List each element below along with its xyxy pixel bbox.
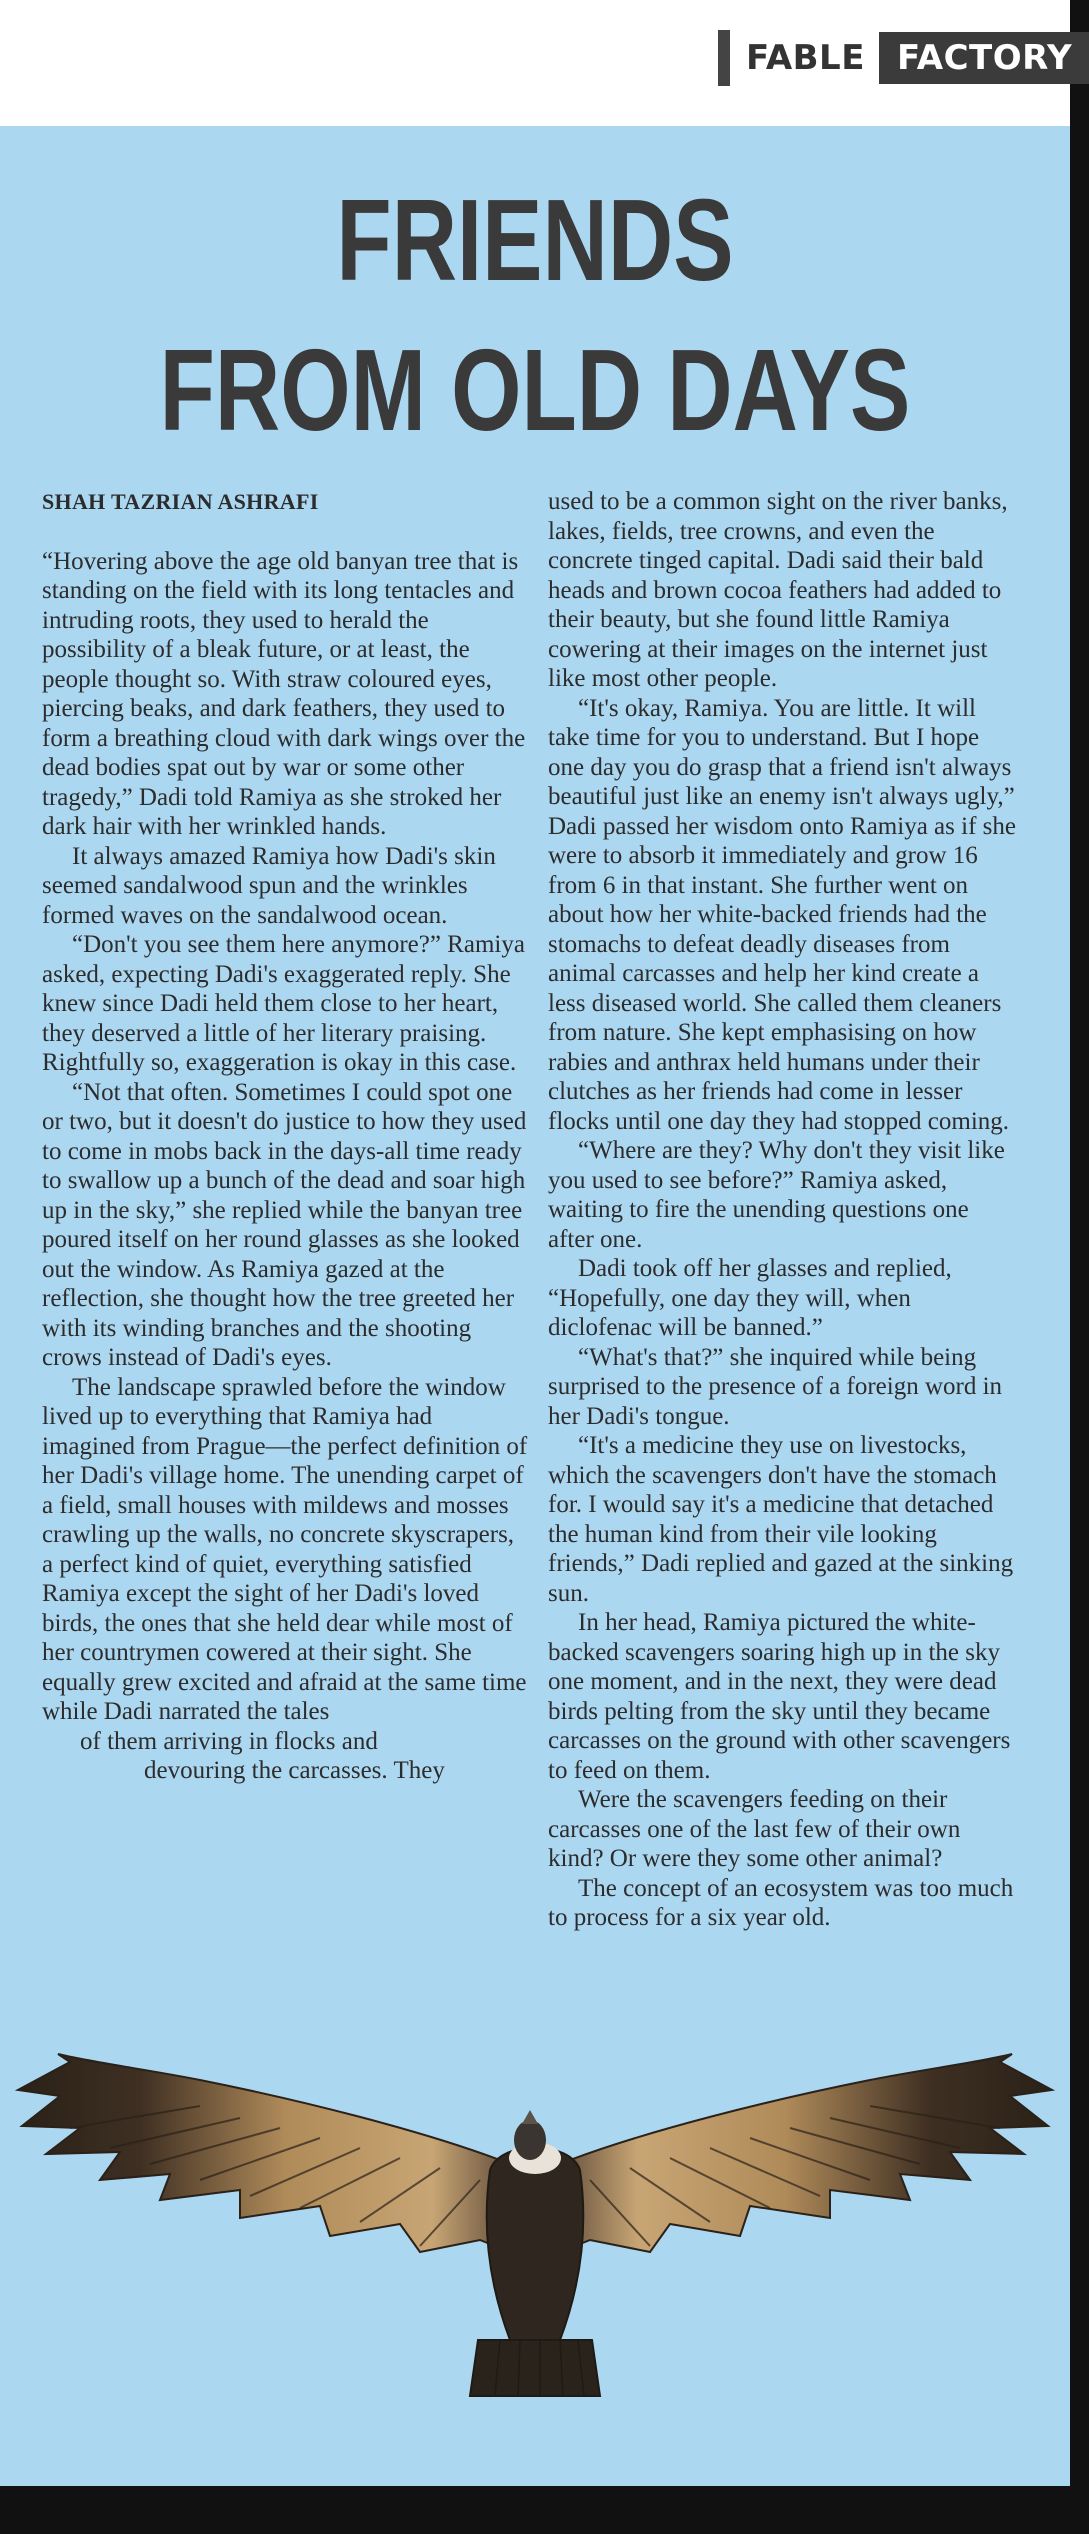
vulture-beak	[522, 2110, 538, 2124]
article-column-1	[42, 483, 528, 1786]
article-byline: SHAH TAZRIAN ASHRAFI	[42, 489, 319, 514]
section-tag-fable: FABLE	[746, 38, 865, 78]
page-edge-bar	[1070, 0, 1089, 2534]
paragraph: The concept of an ecosystem was too much to process for a six year old.	[548, 1874, 1014, 1931]
paragraph: “It's a medicine they use on livestocks, which the scavengers don't have the stomach for. I would say it's a medicine that detached the human kind from their vile looking friends,” Dadi replied and gazed at the sinking sun.	[548, 1432, 1014, 1607]
headline-line-2: FROM OLD DAYS	[159, 325, 911, 455]
paragraph: Dadi took off her glasses and replied, “Hopefully, one day they will, when diclofenac will be banned.”	[548, 1255, 952, 1341]
paragraph: “It's okay, Ramiya. You are little. It will take time for you to understand. But I hope one day you do grasp that a friend isn't always beautiful just like an enemy isn't always ugly,” Dadi passed her wisdom onto Ramiya as if she were to absorb it immediately and grow 16 from 6 in that instant. She further went on about how her white-backed friends had the stomachs to defeat deadly diseases from animal carcasses and help her kind create a less diseased world. She called them cleaners from nature. She kept emphasising on how rabies and anthrax held humans under their clutches as her friends had come in lesser flocks until one day they had stopped coming.	[548, 694, 1016, 1135]
paragraph: “What's that?” she inquired while being surprised to the presence of a foreign word in her Dadi's tongue.	[548, 1343, 1003, 1430]
paragraph: “Don't you see them here anymore?” Ramiya asked, expecting Dadi's exaggerated reply. She knew since Dadi held them close to her heart, they deserved a little of her literary praising. Rightfully so, exaggeration is okay in this case.	[42, 931, 525, 1076]
vulture-illustration	[0, 2040, 1070, 2420]
paragraph-tail-line: of them arriving in flocks and	[80, 1727, 378, 1755]
headline-line-1: FRIENDS	[336, 175, 734, 305]
paragraph: Were the scavengers feeding on their carcasses one of the last few of their own kind? Or were they some other animal?	[548, 1786, 961, 1872]
paragraph: It always amazed Ramiya how Dadi's skin seemed sandalwood spun and the wrinkles formed waves on the sandalwood ocean.	[42, 842, 496, 929]
paragraph: used to be a common sight on the river banks, lakes, fields, tree crowns, and even the concrete tinged capital. Dadi said their bald heads and brown cocoa feathers had added to their beauty, but she found little Ramiya cowering at their images on the internet just like most other people.	[548, 488, 1008, 692]
paragraph: “Where are they? Why don't they visit like you used to see before?” Ramiya asked, waiting to fire the unending questions one after one.	[548, 1137, 1005, 1253]
paragraph: The landscape sprawled before the window lived up to everything that Ramiya had imagined from Prague—the perfect definition of her Dadi's village home. The unending carpet of a field, small houses with mildews and mosses crawling up the walls, no concrete skyscrapers, a perfect kind of quiet, everything satisfied Ramiya except the sight of her Dadi's loved birds, the ones that she held dear while most of her countrymen cowered at their sight. She equally grew excited and afraid at the same time while Dadi narrated the tales	[42, 1373, 528, 1725]
vulture-head	[514, 2120, 546, 2160]
article-headline	[118, 165, 953, 465]
article-column-2	[548, 487, 1018, 1933]
paragraph: In her head, Ramiya pictured the white-backed scavengers soaring high up in the sky one moment, and in the next, they were dead birds pelting from the sky until they became carcasses on the ground with other scavengers to feed on them.	[548, 1609, 1011, 1784]
page-bottom-bar	[0, 2486, 1089, 2534]
section-tag-bar	[718, 30, 730, 86]
paragraph: “Not that often. Sometimes I could spot one or two, but it doesn't do justice to how they used to come in mobs back in the days-all time ready to swallow up a bunch of the dead and soar high up in the sky,” she replied while the banyan tree poured itself on her round glasses as she looked out the window. As Ramiya gazed at the reflection, she thought how the tree greeted her with its winding branches and the shooting crows instead of Dadi's eyes.	[42, 1078, 527, 1371]
paragraph-tail-line: devouring the carcasses. They	[144, 1757, 445, 1784]
section-tag	[718, 30, 1089, 86]
paragraph: “Hovering above the age old banyan tree that is standing on the field with its long tentacles and intruding roots, they used to herald the possibility of a bleak future, or at least, the people thought so. With straw coloured eyes, piercing beaks, and dark feathers, they used to form a breathing cloud with dark wings over the dead bodies spat out by war or some other tragedy,” Dadi told Ramiya as she stroked her dark hair with her wrinkled hands.	[42, 547, 526, 840]
vulture-left-wing	[18, 2054, 505, 2252]
vulture-right-wing	[565, 2054, 1052, 2252]
section-tag-factory: FACTORY	[879, 32, 1089, 84]
